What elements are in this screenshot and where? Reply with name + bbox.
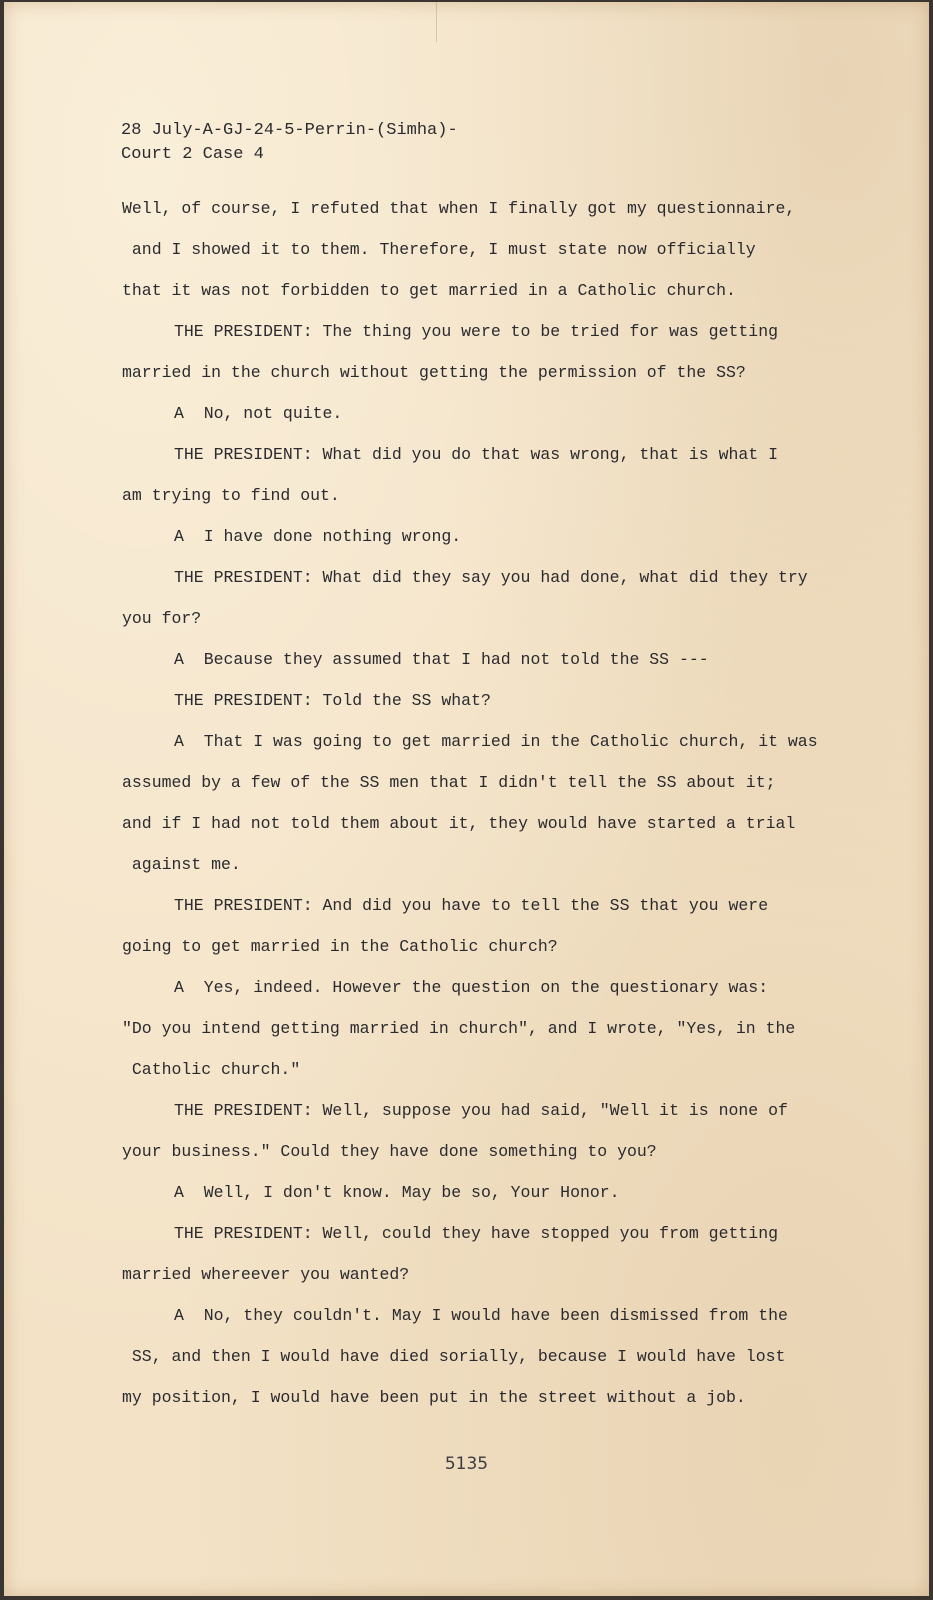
text-line: you for?	[122, 609, 202, 628]
text-line: THE PRESIDENT: What did they say you had done, what did they try	[174, 568, 808, 587]
text-line: and if I had not told them about it, they would have started a trial	[122, 814, 796, 833]
text-line: A No, not quite.	[174, 404, 343, 423]
text-line: and I showed it to them. Therefore, I must state now officially	[122, 240, 756, 259]
text-line: Catholic church."	[122, 1060, 301, 1079]
text-line: married whereever you wanted?	[122, 1265, 410, 1284]
paper-fold-mark	[436, 2, 437, 42]
text-line: A Yes, indeed. However the question on the questionary was:	[174, 978, 769, 997]
text-line: assumed by a few of the SS men that I didn't tell the SS about it;	[122, 773, 776, 792]
text-line: that it was not forbidden to get married in a Catholic church.	[122, 281, 736, 300]
text-line: THE PRESIDENT: And did you have to tell the SS that you were	[174, 896, 769, 915]
text-line: Well, of course, I refuted that when I finally got my questionnaire,	[122, 199, 796, 218]
text-line: THE PRESIDENT: Well, suppose you had said, "Well it is none of	[174, 1101, 788, 1120]
document-header	[121, 119, 458, 167]
header-line-1: 28 July-A-GJ-24-5-Perrin-(Simha)-	[121, 121, 458, 140]
text-line: your business." Could they have done something to you?	[122, 1142, 657, 1161]
text-line: A Well, I don't know. May be so, Your Honor.	[174, 1183, 620, 1202]
header-line-2: Court 2 Case 4	[121, 145, 264, 164]
text-line: A I have done nothing wrong.	[174, 527, 462, 546]
text-line: THE PRESIDENT: Told the SS what?	[174, 691, 491, 710]
text-line: A That I was going to get married in the Catholic church, it was	[174, 732, 818, 751]
text-line: A Because they assumed that I had not told the SS ---	[174, 650, 709, 669]
document-page	[4, 2, 929, 1596]
text-line: THE PRESIDENT: The thing you were to be tried for was getting	[174, 322, 778, 341]
text-line: am trying to find out.	[122, 486, 340, 505]
page-number: 5135	[444, 1454, 489, 1474]
text-line: "Do you intend getting married in church", and I wrote, "Yes, in the	[122, 1019, 796, 1038]
text-line: THE PRESIDENT: Well, could they have stopped you from getting	[174, 1224, 778, 1243]
text-line: my position, I would have been put in the street without a job.	[122, 1388, 746, 1407]
text-line: SS, and then I would have died sorially, because I would have lost	[122, 1347, 786, 1366]
text-line: going to get married in the Catholic church?	[122, 937, 558, 956]
text-line: against me.	[122, 855, 241, 874]
text-line: THE PRESIDENT: What did you do that was wrong, that is what I	[174, 445, 778, 464]
text-line: A No, they couldn't. May I would have been dismissed from the	[174, 1306, 788, 1325]
text-line: married in the church without getting the permission of the SS?	[122, 363, 746, 382]
transcript-body	[122, 197, 842, 1427]
